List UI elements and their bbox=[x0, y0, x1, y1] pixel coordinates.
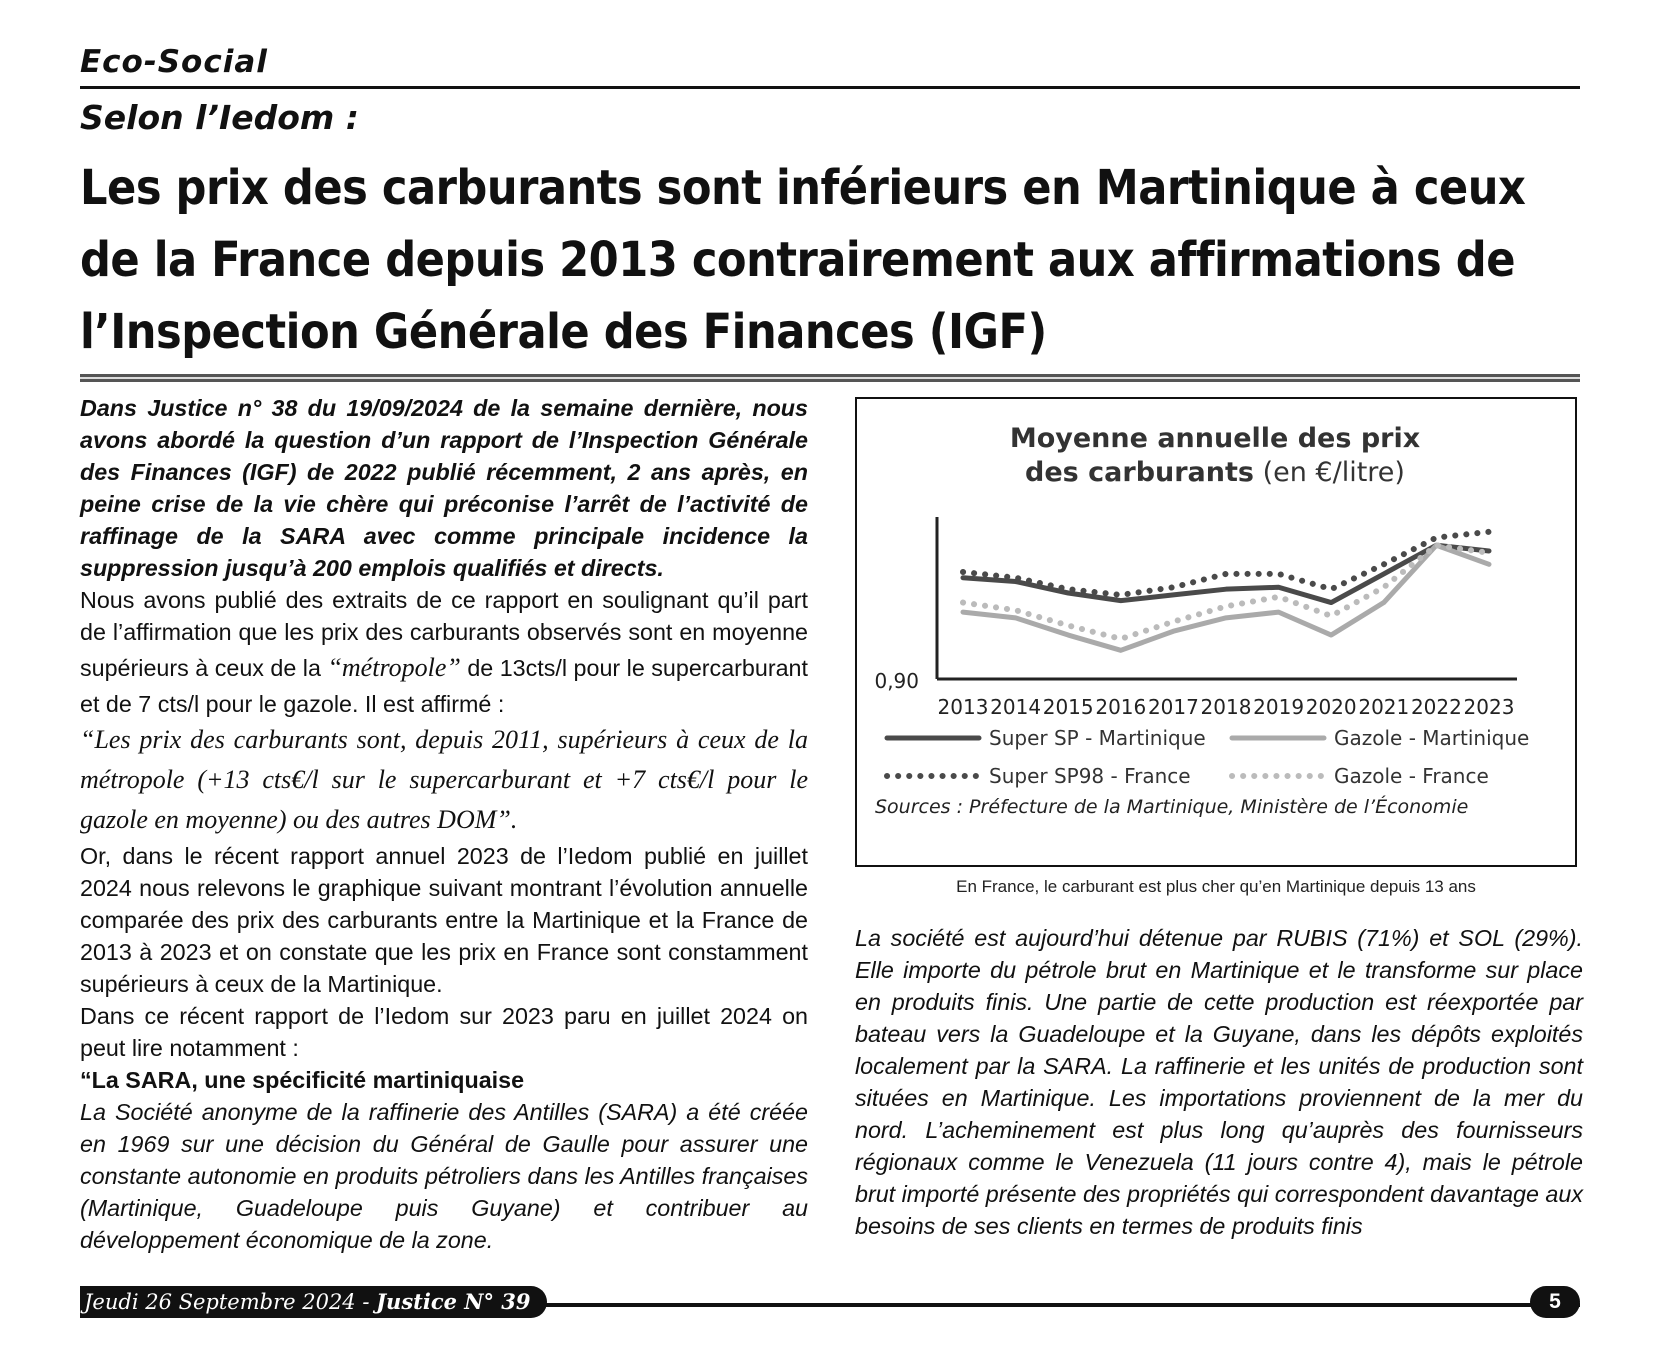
chart-title-line2-bold: des carburants bbox=[1025, 457, 1254, 488]
section-label: Eco-Social bbox=[80, 44, 268, 80]
figure-caption: En France, le carburant est plus cher qu’en Martinique depuis 13 ans bbox=[956, 877, 1476, 896]
quote-heading: “La SARA, une spécificité martiniquaise bbox=[80, 1067, 525, 1093]
x-tick-2017: 2017 bbox=[1147, 695, 1199, 719]
y-tick-label: 0,90 bbox=[874, 669, 919, 693]
chart-figure bbox=[855, 397, 1577, 867]
chart-title-unit: (en €/litre) bbox=[1262, 457, 1405, 488]
legend-label-2: Gazole - Martinique bbox=[1334, 726, 1530, 750]
p1-before: Nous avons publié des extraits de ce rapport en soulignant qu’il part de l’affirmation que les prix des carburants observés sont en moyenne supérieurs à ceux de la bbox=[80, 587, 808, 681]
kicker: Selon l’Iedom : bbox=[80, 98, 359, 137]
x-tick-2018: 2018 bbox=[1200, 695, 1252, 719]
x-tick-2015: 2015 bbox=[1042, 695, 1094, 719]
footer-date: Jeudi 26 Septembre 2024 - bbox=[84, 1290, 377, 1314]
igf-quote: “Les prix des carburants sont, depuis 2011, supérieurs à ceux de la métropole (+13 cts€/l sur le supercarburant et +7 cts€/l pour le gazole en moyenne) ou des autres DOM”. bbox=[80, 725, 808, 834]
series-group bbox=[963, 532, 1489, 650]
p1-metropole: “métropole” bbox=[327, 653, 461, 682]
x-tick-2020: 2020 bbox=[1305, 695, 1357, 719]
legend bbox=[887, 726, 1529, 788]
chart-source: Sources : Préfecture de la Martinique, Ministère de l’Économie bbox=[875, 796, 1469, 818]
quote-body: La Société anonyme de la raffinerie des Antilles (SARA) a été créée en 1969 sur une décision du Général de Gaulle pour assurer une constante autonomie en produits pétroliers dans les Antilles françaises (Martinique, Guadeloupe puis Guyane) et contribuer au développement économique de la zone. bbox=[80, 1099, 808, 1253]
section-rule bbox=[80, 86, 1580, 89]
headline-rule bbox=[80, 374, 1580, 382]
legend-label-1: Super SP - Martinique bbox=[989, 726, 1206, 750]
right-column-text: La société est aujourd’hui détenue par RUBIS (71%) et SOL (29%). Elle importe du pétrole brut en Martinique et le transforme sur place en produits finis. Une partie de cette production est réexportée par bateau vers la Guadeloupe et la Guyane, dans les dépôts exploités localement par la SARA. La raffinerie et les unités de production sont situées en Martinique. Les importations proviennent de la mer du nord. L’acheminement est plus long qu’auprès des fournisseurs régionaux comme le Venezuela (11 jours contre 4), mais le pétrole brut importé présente des propriétés qui correspondent davantage aux besoins de ses clients en termes de produits finis bbox=[855, 925, 1583, 1239]
footer-issue-number: Justice N° 39 bbox=[376, 1289, 531, 1314]
x-tick-2021: 2021 bbox=[1358, 695, 1410, 719]
headline: Les prix des carburants sont inférieurs en Martinique à ceux de la France depuis 2013 contrairement aux affirmations de l’Inspection Générale des Finances (IGF) bbox=[80, 160, 1526, 360]
x-tick-2014: 2014 bbox=[990, 695, 1042, 719]
lead-paragraph: Dans Justice n° 38 du 19/09/2024 de la semaine dernière, nous avons abordé la question d’un rapport de l’Inspection Générale des Finances (IGF) de 2022 publié récemment, 2 ans après, en peine crise de la vie chère qui préconise l’arrêt de l’activité de raffinage de la SARA avec comme principale incidence la suppression jusqu’à 200 emplois qualifiés et directs. bbox=[80, 395, 808, 581]
paragraph-2: Or, dans le récent rapport annuel 2023 de l’Iedom publié en juillet 2024 nous relevons le graphique suivant montrant l’évolution annuelle comparée des prix des carburants entre la Martinique et la France de 2013 à 2023 et on constate que les prix en France sont constamment supérieurs à ceux de la Martinique. bbox=[80, 843, 808, 997]
chart-title-line1: Moyenne annuelle des prix bbox=[1009, 423, 1421, 454]
x-tick-labels bbox=[938, 695, 1515, 719]
page-number: 5 bbox=[1530, 1286, 1580, 1318]
paragraph-1 bbox=[80, 584, 808, 720]
x-tick-2023: 2023 bbox=[1463, 695, 1515, 719]
paragraph-3: Dans ce récent rapport de l’Iedom sur 2023 paru en juillet 2024 on peut lire notamment : bbox=[80, 1003, 808, 1061]
x-tick-2016: 2016 bbox=[1095, 695, 1147, 719]
x-tick-2019: 2019 bbox=[1253, 695, 1305, 719]
legend-label-3: Super SP98 - France bbox=[989, 764, 1191, 788]
chart-title-line2 bbox=[1025, 457, 1405, 488]
left-column bbox=[80, 392, 808, 1256]
fuel-price-chart bbox=[857, 399, 1574, 864]
x-tick-2013: 2013 bbox=[937, 695, 989, 719]
footer-issue bbox=[80, 1286, 547, 1318]
legend-label-4: Gazole - France bbox=[1334, 764, 1489, 788]
p1-after: de 13cts/l pour le supercarburant et de 7 cts/l pour le gazole. Il est affirmé : bbox=[80, 655, 808, 717]
x-tick-2022: 2022 bbox=[1410, 695, 1462, 719]
